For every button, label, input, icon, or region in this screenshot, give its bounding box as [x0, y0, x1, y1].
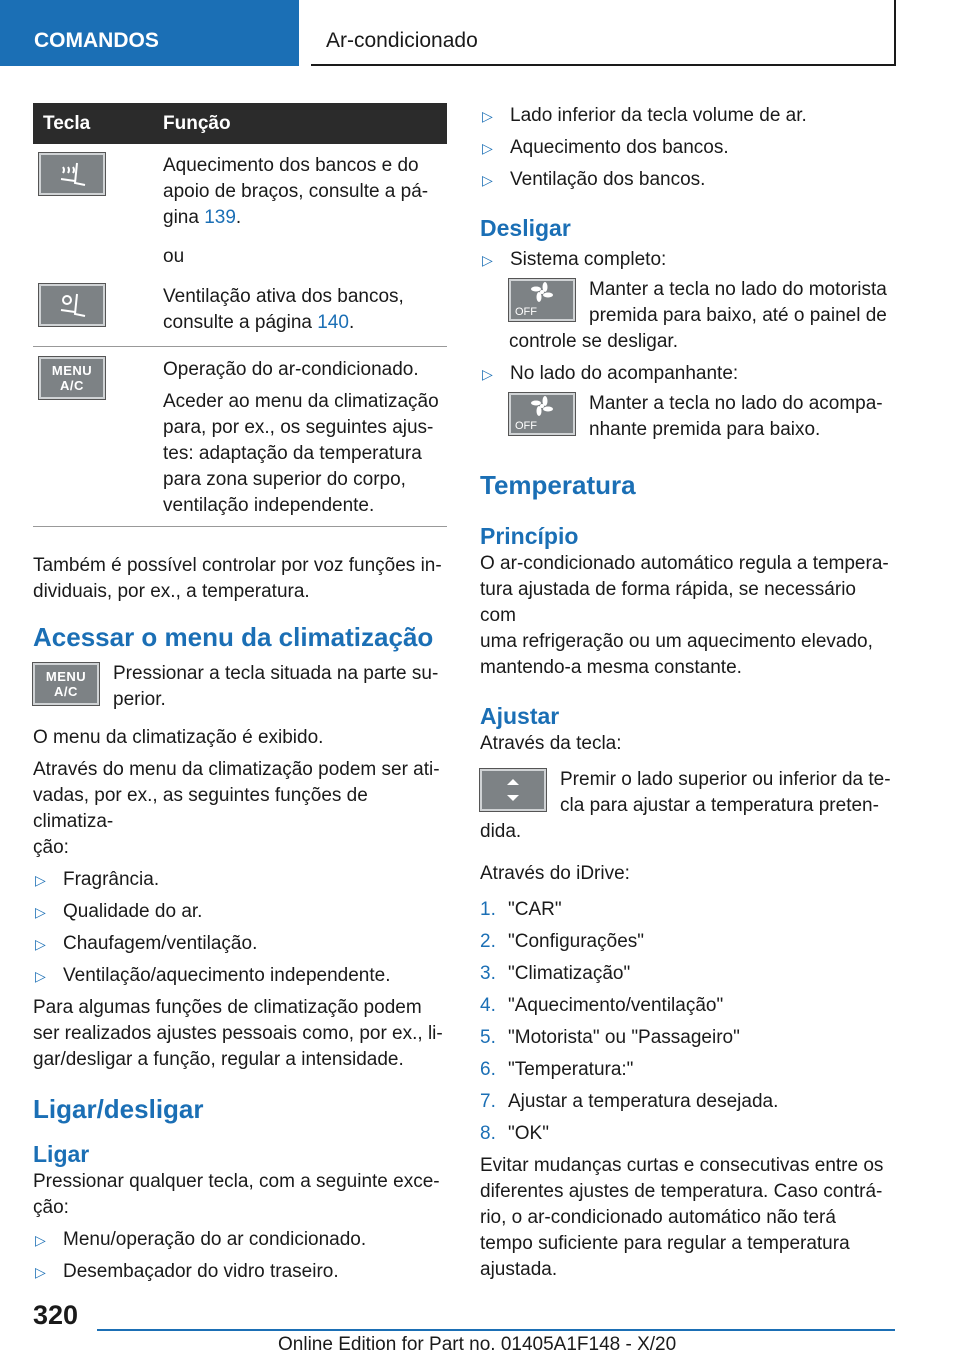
heading-on-off: Ligar/desligar [33, 1094, 204, 1124]
paragraph: O menu da climatização é exibido. [33, 727, 324, 748]
triangle-bullet-icon: ▷ [35, 936, 46, 952]
table-row [33, 357, 447, 527]
table-text: . [235, 207, 242, 228]
paragraph: nhante premida para baixo. [589, 419, 821, 440]
list-item-text: "Aquecimento/ventilação" [508, 995, 724, 1016]
list-item-text: Qualidade do ar. [63, 901, 203, 922]
key-label: MENU A/C [51, 363, 93, 393]
section-tab [0, 0, 299, 66]
paragraph: uma refrigeração ou um aquecimento elevado, [480, 631, 873, 652]
paragraph: O ar-condicionado automático regula a tempera- [480, 553, 889, 574]
key-instruction [480, 391, 896, 443]
key-label: MENU A/C [45, 669, 87, 699]
triangle-bullet-icon: ▷ [482, 108, 493, 124]
section-title: COMANDOS [34, 29, 159, 52]
triangle-bullet-icon: ▷ [482, 172, 493, 188]
paragraph: Através do menu da climatização podem ser ati- [33, 759, 440, 780]
list-item-text: Fragrância. [63, 869, 160, 890]
paragraph: Evitar mudanças curtas e consecutivas entre os [480, 1155, 884, 1176]
table-row [33, 284, 447, 347]
paragraph: controle se desligar. [509, 331, 678, 352]
triangle-bullet-icon: ▷ [35, 904, 46, 920]
step-number: 5. [480, 1027, 496, 1048]
step-number: 8. [480, 1123, 496, 1144]
table-text: Aquecimento dos bancos e do [163, 155, 419, 176]
list-item-text: No lado do acompanhante: [510, 363, 739, 384]
right-column [480, 103, 896, 1283]
paragraph: perior. [113, 689, 166, 710]
table-text: gina [163, 207, 205, 228]
list-item-text: "OK" [508, 1123, 549, 1144]
menu-ac-key-icon [33, 663, 99, 705]
list-item-text: Desembaçador do vidro traseiro. [63, 1261, 339, 1282]
heading-on: Ligar [33, 1141, 90, 1167]
list-item [480, 929, 896, 955]
seat-ventilation-key-icon [39, 284, 105, 326]
paragraph: vadas, por ex., as seguintes funções de climatiza- [33, 785, 368, 832]
list-item [480, 167, 896, 193]
paragraph: diferentes ajustes de temperatura. Caso contrá- [480, 1181, 883, 1202]
triangle-bullet-icon: ▷ [482, 140, 493, 156]
step-number: 3. [480, 963, 496, 984]
key-label: OFF [515, 306, 537, 318]
heading-temperature: Temperatura [480, 470, 636, 500]
key-instruction [480, 277, 896, 329]
triangle-bullet-icon: ▷ [482, 366, 493, 382]
table-text: apoio de braços, consulte a pá- [163, 181, 429, 202]
paragraph: Manter a tecla no lado do motorista [589, 279, 887, 300]
list-item [480, 103, 896, 129]
list-item-text: Menu/operação do ar condicionado. [63, 1229, 367, 1250]
edition-footer: Online Edition for Part no. 01405A1F148 - X/20 [278, 1334, 677, 1355]
table-text: ventilação independente. [163, 495, 375, 516]
fan-off-key-icon [509, 393, 575, 435]
heading-principle: Princípio [480, 523, 579, 549]
page-link-140[interactable]: 140 [317, 312, 349, 333]
paragraph: Manter a tecla no lado do acompa- [589, 393, 883, 414]
list-item-text: "Temperatura:" [508, 1059, 634, 1080]
list-item [33, 963, 447, 989]
paragraph: Também é possível controlar por voz funções in- [33, 555, 442, 576]
paragraph: dida. [480, 821, 522, 842]
paragraph: rio, o ar-condicionado automático não terá [480, 1207, 836, 1228]
list-item [480, 993, 896, 1019]
list-item-text: "Configurações" [508, 931, 645, 952]
list-item [480, 1057, 896, 1083]
key-instruction [480, 767, 896, 819]
key-label: OFF [515, 420, 537, 432]
table-text: Operação do ar-condicionado. [163, 359, 419, 380]
temperature-up-down-key-icon [480, 769, 546, 811]
paragraph: ser realizados ajustes pessoais como, por ex., li- [33, 1023, 443, 1044]
key-instruction [33, 661, 447, 713]
paragraph: tempo suficiente para regular a temperatura [480, 1233, 850, 1254]
table-text: . [348, 312, 355, 333]
list-item-text: "Climatização" [508, 963, 631, 984]
paragraph: tura ajustada de forma rápida, se necessário com [480, 579, 856, 626]
list-item [480, 1121, 896, 1147]
seat-heating-key-icon [39, 153, 105, 195]
bullet-list [480, 103, 896, 193]
paragraph: Pressionar qualquer tecla, com a seguinte exce- [33, 1171, 440, 1192]
list-item-text: Lado inferior da tecla volume de ar. [510, 105, 807, 126]
table-text: tes: adaptação da temperatura [163, 443, 422, 464]
list-item [33, 931, 447, 957]
list-item-text: Chaufagem/ventilação. [63, 933, 258, 954]
table-text: para zona superior do corpo, [163, 469, 406, 490]
list-item [33, 867, 447, 893]
bullet-list [33, 1227, 447, 1285]
step-number: 4. [480, 995, 496, 1016]
table-text-or: ou [163, 246, 185, 267]
list-item-text: "CAR" [508, 899, 562, 920]
step-number: 7. [480, 1091, 496, 1112]
key-function-table [33, 103, 447, 144]
table-header-key: Tecla [33, 103, 163, 144]
table-text: Ventilação ativa dos bancos, [163, 286, 404, 307]
fan-off-key-icon [509, 279, 575, 321]
list-item-text: Ventilação dos bancos. [510, 169, 706, 190]
table-text: para, por ex., os seguintes ajus- [163, 417, 434, 438]
paragraph: mantendo-a mesma constante. [480, 657, 742, 678]
list-item [480, 135, 896, 161]
numbered-list [480, 897, 896, 1147]
chapter-title: Ar-condicionado [326, 29, 478, 52]
page-number: 320 [33, 1300, 79, 1330]
paragraph: Através do iDrive: [480, 863, 630, 884]
footer-divider [97, 1329, 895, 1331]
paragraph: Para algumas funções de climatização podem [33, 997, 422, 1018]
list-item [33, 1227, 447, 1253]
triangle-bullet-icon: ▷ [35, 968, 46, 984]
paragraph: cla para ajustar a temperatura preten- [560, 795, 879, 816]
table-row [33, 153, 447, 270]
paragraph: gar/desligar a função, regular a intensidade. [33, 1049, 404, 1070]
paragraph: Através da tecla: [480, 733, 622, 754]
list-item [33, 899, 447, 925]
menu-ac-key-icon [39, 357, 105, 399]
triangle-bullet-icon: ▷ [482, 252, 493, 268]
paragraph: ção: [33, 1197, 69, 1218]
heading-climate-menu: Acessar o menu da climatização [33, 622, 434, 652]
step-number: 1. [480, 899, 496, 920]
list-item-text: Ajustar a temperatura desejada. [508, 1091, 779, 1112]
list-item [480, 361, 896, 387]
step-number: 6. [480, 1059, 496, 1080]
list-item [33, 1259, 447, 1285]
paragraph: ção: [33, 837, 69, 858]
left-column [33, 103, 447, 1285]
heading-adjust: Ajustar [480, 703, 560, 729]
triangle-bullet-icon: ▷ [35, 1264, 46, 1280]
list-item-text: Aquecimento dos bancos. [510, 137, 729, 158]
list-item-text: Ventilação/aquecimento independente. [63, 965, 391, 986]
heading-off: Desligar [480, 215, 571, 241]
paragraph: premida para baixo, até o painel de [589, 305, 887, 326]
paragraph: dividuais, por ex., a temperatura. [33, 581, 310, 602]
paragraph: ajustada. [480, 1259, 558, 1280]
paragraph: Pressionar a tecla situada na parte su- [113, 663, 439, 684]
list-item [480, 1025, 896, 1051]
list-item-text: "Motorista" ou "Passageiro" [508, 1027, 740, 1048]
bullet-list [33, 867, 447, 989]
list-item-text: Sistema completo: [510, 249, 667, 270]
chapter-header [311, 0, 896, 66]
list-item [480, 1089, 896, 1115]
list-item [480, 897, 896, 923]
step-number: 2. [480, 931, 496, 952]
triangle-bullet-icon: ▷ [35, 872, 46, 888]
table-header-function: Função [163, 103, 447, 144]
triangle-bullet-icon: ▷ [35, 1232, 46, 1248]
list-item [480, 247, 896, 273]
page-link-139[interactable]: 139 [204, 207, 236, 228]
paragraph: Premir o lado superior ou inferior da te- [560, 769, 891, 790]
table-text: Aceder ao menu da climatização [163, 391, 439, 412]
table-text: consulte a página [163, 312, 318, 333]
list-item [480, 961, 896, 987]
